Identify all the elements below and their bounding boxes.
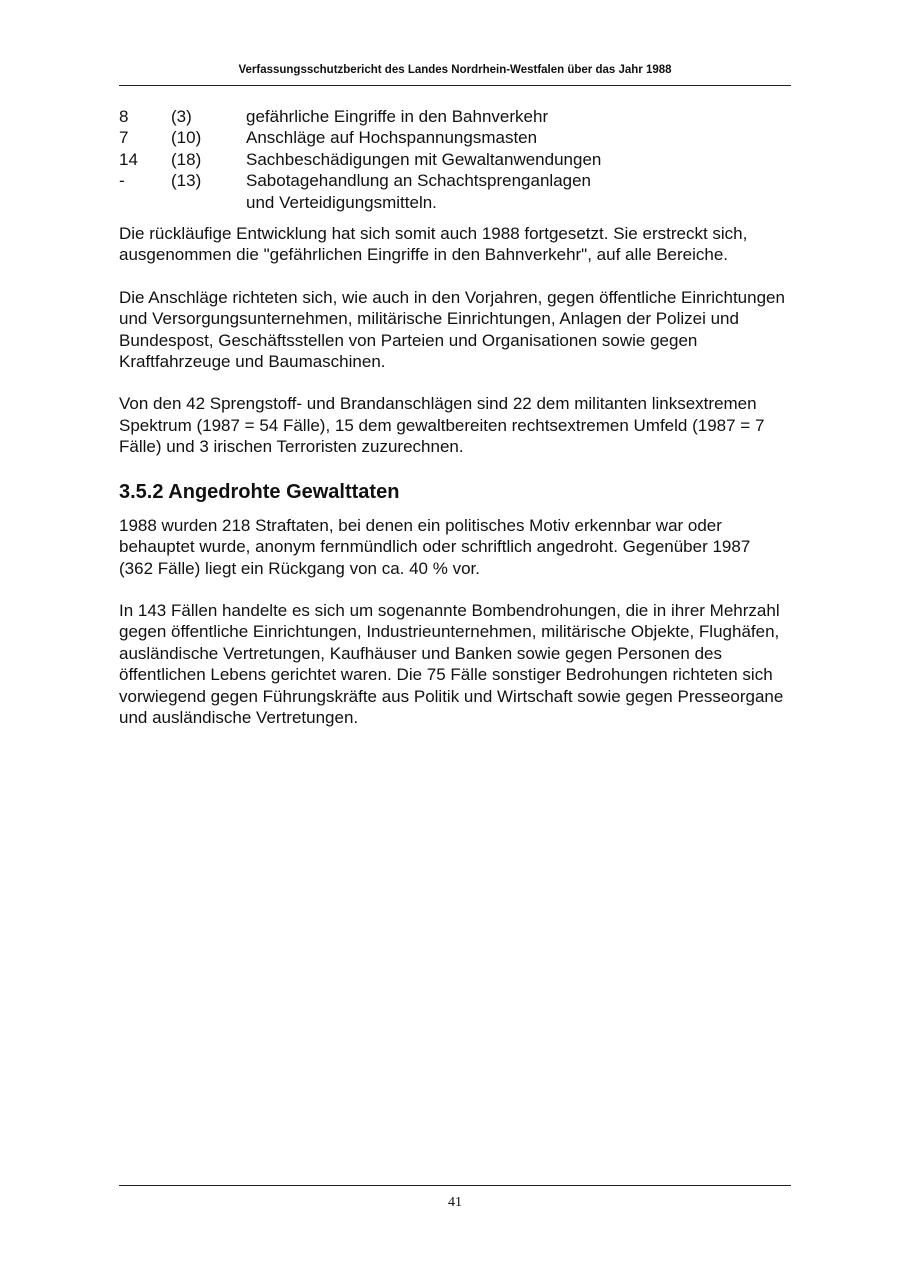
body-paragraph: Von den 42 Sprengstoff- und Brandanschlägen sind 22 dem militanten linksextremen Spektrum (1987 = 54 Fälle), 15 dem gewaltbereiten rechtsextremen Umfeld (1987 = 7 Fälle) und 3 irischen Terroristen zuzurechnen. (119, 394, 765, 457)
stat-description-line: Sabotagehandlung an Schachtsprenganlagen (246, 171, 592, 191)
stat-description (246, 149, 789, 170)
stat-previous-year: (13) (171, 171, 202, 191)
running-header: Verfassungsschutzbericht des Landes Nordrhein-Westfalen über das Jahr 1988 (238, 64, 672, 76)
header-divider (119, 85, 791, 86)
stat-description-line: Sachbeschädigungen mit Gewaltanwendungen (246, 149, 602, 169)
section-heading: 3.5.2 Angedrohte Gewalttaten (119, 480, 400, 503)
stat-count: 8 (119, 107, 129, 126)
body-paragraph: Die rückläufige Entwicklung hat sich somit auch 1988 fortgesetzt. Sie erstreckt sich, ausgenommen die "gefährlichen Eingriffe in den Bahnverkehr", auf alle Bereiche. (119, 224, 748, 265)
stat-previous-year: (3) (171, 107, 192, 126)
footer-divider (119, 1185, 791, 1186)
stat-row (119, 106, 789, 127)
stat-description (246, 170, 789, 213)
stat-row (119, 149, 789, 170)
stat-count: 14 (119, 149, 138, 169)
page-number: 41 (448, 1195, 462, 1210)
body-paragraph: In 143 Fällen handelte es sich um sogenannte Bombendrohungen, die in ihrer Mehrzahl gegen öffentliche Einrichtungen, Industrieunternehmen, militärische Objekte, Flughäfen, ausländische Vertretungen, Kaufhäuser und Banken sowie gegen Personen des öffentlichen Lebens gerichtet waren. Die 75 Fälle sonstiger Bedrohungen richteten sich vorwiegend gegen Führungskräfte aus Politik und Wirtschaft sowie gegen Presseorgane und ausländische Vertretungen. (119, 600, 784, 727)
incident-statistics-list (119, 106, 789, 213)
stat-description-line: Anschläge auf Hochspannungsmasten (246, 128, 538, 148)
stat-previous-year: (18) (171, 149, 202, 169)
body-paragraph: 1988 wurden 218 Straftaten, bei denen ein politisches Motiv erkennbar war oder behauptet wurde, anonym fernmündlich oder schriftlich angedroht. Gegenüber 1987 (362 Fälle) liegt ein Rückgang von ca. 40 % vor. (119, 515, 751, 578)
page-content (119, 106, 789, 749)
stat-count: - (119, 171, 125, 191)
stat-description (246, 127, 789, 148)
stat-count: 7 (119, 128, 129, 148)
stat-previous-year: (10) (171, 128, 202, 148)
stat-description-line: und Verteidigungsmitteln. (246, 192, 437, 212)
stat-description-line: gefährliche Eingriffe in den Bahnverkehr (246, 107, 549, 126)
stat-row (119, 170, 789, 213)
stat-row (119, 127, 789, 148)
body-paragraph: Die Anschläge richteten sich, wie auch in den Vorjahren, gegen öffentliche Einrichtungen und Versorgungsunternehmen, militärische Einrichtungen, Anlagen der Polizei und Bundespost, Geschäftsstellen von Parteien und Organisationen sowie gegen Kraftfahrzeuge und Baumaschinen. (119, 287, 785, 372)
stat-description (246, 106, 789, 127)
